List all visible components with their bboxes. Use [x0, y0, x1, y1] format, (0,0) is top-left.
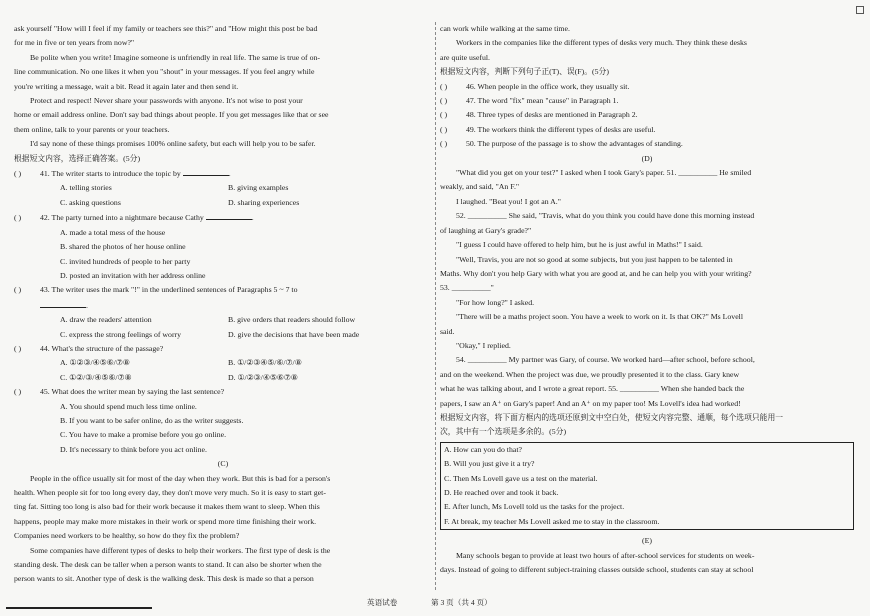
options-box	[440, 442, 854, 530]
text-line: you're writing a message, wait a bit. Read it again later and then send it.	[14, 81, 239, 91]
option-b: B. If you want to be safer online, do as the writer suggests.	[60, 415, 244, 425]
text-line: them online, talk to your parents or your teachers.	[14, 124, 170, 134]
tf-question-47	[440, 94, 854, 108]
question-stem: 47. The word "fix" mean "cause" in Paragraph 1.	[466, 96, 619, 106]
options-row	[14, 196, 432, 210]
box-option-b: B. Will you just give it a try?	[444, 459, 535, 469]
question-41: ( ) 41. The writer starts to introduce the topic by .	[14, 166, 432, 181]
section-heading-d: (D)	[641, 153, 653, 163]
text-line: ask yourself "How will I feel if my family or teachers see this?" and "How might this post be bad	[14, 24, 318, 33]
option-d: D. ①/②③/④⑤⑥⑦⑧	[228, 372, 298, 382]
text-line: happens, people may make more mistakes in their work or spend more time finishing their work.	[14, 516, 317, 526]
left-column	[14, 22, 432, 587]
text-line: line communication. No one likes it when you "shout" in your messages. If you feel angry while	[14, 67, 315, 77]
column-divider	[435, 22, 436, 590]
question-stem: 48. Three types of desks are mentioned in Paragraph 2.	[466, 110, 638, 120]
option-c: C. asking questions	[60, 197, 121, 207]
text-line: can work while walking at the same time.	[440, 24, 570, 33]
answer-blank	[40, 298, 86, 308]
text-line: "What did you get on your test?" I asked when I took Gary's paper. 51. __________ He smiled	[456, 168, 752, 178]
text-line: "For how long?" I asked.	[456, 297, 535, 307]
question-stem: 41. The writer starts to introduce the topic by	[40, 169, 181, 179]
box-option-c: C. Then Ms Lovell gave us a test on the material.	[444, 473, 598, 483]
option-b: B. shared the photos of her house online	[60, 242, 186, 252]
question-stem: 49. The workers think the different types of desks are useful.	[466, 124, 656, 134]
box-option-d: D. He reached over and took it back.	[444, 488, 559, 497]
options-row	[14, 356, 432, 370]
answer-paren[interactable]: ( )	[14, 169, 22, 179]
text-line: 52. __________ She said, "Travis, what do you think you could have done this morning instead	[456, 211, 755, 221]
text-line: 54. __________ My partner was Gary, of course. We worked hard—after school, before school,	[456, 355, 755, 365]
text-line: People in the office usually sit for most of the day when they work. But this is bad for a person's	[30, 473, 331, 483]
tf-question-48	[440, 108, 854, 122]
text-line: 53. __________"	[440, 283, 494, 293]
text-line: Some companies have different types of desks to help their workers. The first type of desk is the	[30, 545, 331, 555]
text-line: home or email address online. Don't say bad things about people. If you get messages like that or see	[14, 110, 329, 120]
instruction: 根据短文内容，判断下列句子正(T)、误(F)。(5分)	[440, 67, 609, 77]
question-45	[14, 385, 432, 399]
box-option-a: A. How can you do that?	[444, 444, 522, 454]
option-a: A. ①②③/④⑤⑥/⑦⑧	[60, 358, 130, 368]
question-stem: 46. When people in the office work, they usually sit.	[466, 81, 630, 91]
options-row	[14, 328, 432, 342]
option-d: D. posted an invitation with her address online	[60, 270, 206, 280]
tf-question-49	[440, 123, 854, 137]
footer-rule	[6, 607, 152, 609]
answer-blank	[206, 210, 252, 220]
answer-paren[interactable]: ( )	[440, 81, 448, 91]
passage-d	[440, 166, 854, 440]
text-line: "Okay," I replied.	[456, 340, 511, 350]
option-c: C. ①②/③/④⑤⑥/⑦⑧	[60, 372, 132, 382]
option-d: D. sharing experiences	[228, 197, 300, 207]
option-c: C. invited hundreds of people to her party	[60, 256, 191, 266]
text-line: "I guess I could have offered to help him, but he is just awful in Maths!" I said.	[456, 240, 703, 250]
corner-mark	[856, 6, 864, 14]
option-b: B. ①/②③④⑤/⑥/⑦/⑧	[228, 358, 302, 368]
answer-paren[interactable]: ( )	[14, 213, 22, 223]
question-43	[14, 283, 432, 297]
text-line: health. When people sit for too long every day, they don't move very much. So it is easy to start get-	[14, 488, 326, 497]
answer-blank	[183, 166, 229, 176]
question-43-blank-line: .	[14, 298, 432, 313]
option-a: A. You should spend much less time online.	[60, 401, 197, 411]
option-d: D. give the decisions that have been made	[228, 329, 360, 339]
option-c: C. express the strong feelings of worry	[60, 329, 182, 339]
answer-paren[interactable]: ( )	[14, 387, 22, 397]
text-line: what he was talking about, and I wrote a great report. 55. __________ When she handed back the	[440, 384, 745, 394]
text-line: standing desk. The desk can be taller when a person wants to stand. It can also be shorter when the	[14, 560, 322, 570]
option-a: A. draw the readers' attention	[60, 315, 152, 325]
text-line: are quite useful.	[440, 52, 491, 62]
answer-paren[interactable]: ( )	[440, 139, 448, 149]
question-stem: 43. The writer uses the mark "!" in the underlined sentences of Paragraphs 5 ~ 7 to	[40, 285, 298, 295]
question-stem: 42. The party turned into a nightmare because Cathy	[40, 213, 204, 223]
options-row	[14, 313, 432, 327]
text-line: I'd say none of these things promises 100% online safety, but each will help you to be safer.	[30, 139, 316, 149]
answer-paren[interactable]: ( )	[440, 110, 448, 120]
text-line: ting fat. Sitting too long is also bad for their work because it makes them want to sleep. When this	[14, 502, 320, 512]
text-line: days. Instead of going to different subject-training classes outside school, students can stay at school	[440, 565, 754, 575]
text-line: Many schools began to provide at least two hours of after-school services for students on week-	[456, 550, 755, 560]
answer-paren[interactable]: ( )	[14, 285, 22, 295]
text-line: 次，其中有一个选项是多余的。(5分)	[440, 427, 567, 437]
text-line: and on the weekend. When the project was due, we proudly presented it to the class. Gary knew	[440, 369, 740, 379]
text-line: papers, I saw an A⁺ on Gary's paper! And an A⁺ on my paper too! Ms Lovell's idea had worked!	[440, 398, 741, 408]
text-line: of laughing at Gary's grade?"	[440, 225, 532, 235]
text-line: Protect and respect! Never share your passwords with anyone. It's not wise to post your	[30, 96, 303, 106]
text-line: for me in five or ten years from now?"	[14, 38, 135, 48]
section-heading-c: (C)	[217, 459, 229, 469]
tf-question-50	[440, 137, 854, 151]
option-b: B. give orders that readers should follow	[228, 315, 356, 325]
option-b: B. giving examples	[228, 183, 289, 193]
right-column	[440, 22, 854, 577]
text-line: "Well, Travis, you are not so good at some subjects, but you just happen to be talented in	[456, 254, 733, 264]
text-line: Workers in the companies like the different types of desks very much. They think these desks	[456, 38, 747, 48]
question-stem: 50. The purpose of the passage is to show the advantages of standing.	[466, 139, 683, 149]
tf-question-46	[440, 80, 854, 94]
section-heading-e: (E)	[642, 536, 652, 546]
text-line: Maths. Why don't you help Gary with what you are good at, and he can help you with your writing?	[440, 268, 752, 278]
options-row	[14, 371, 432, 385]
question-stem: 44. What's the structure of the passage?	[40, 343, 164, 353]
option-c: C. You have to make a promise before you go online.	[60, 430, 227, 440]
text-line: weakly, and said, "An F."	[440, 182, 520, 192]
text-line: 根据短文内容，将下面方框内的选项还原到文中空白处，使短文内容完整、通顺，每个选项只能用一	[440, 412, 784, 422]
option-a: A. made a total mess of the house	[60, 227, 166, 237]
answer-paren[interactable]: ( )	[440, 124, 448, 134]
text-line: "There will be a maths project soon. You have a week to work on it. Is that OK?" Ms Lovell	[456, 312, 743, 322]
box-option-e: E. After lunch, Ms Lovell told us the tasks for the project.	[444, 502, 625, 512]
box-option-f: F. At break, my teacher Ms Lovell asked me to stay in the classroom.	[444, 516, 660, 526]
footer-subject: 英语试卷	[367, 598, 398, 607]
question-44	[14, 342, 432, 356]
text-line: Be polite when you write! Imagine someone is unfriendly in real life. The same is true of on-	[30, 52, 320, 62]
option-d: D. It's necessary to think before you act online.	[60, 444, 207, 454]
option-a: A. telling stories	[60, 183, 112, 193]
question-stem: 45. What does the writer mean by saying the last sentence?	[40, 387, 225, 397]
answer-paren[interactable]: ( )	[440, 96, 448, 106]
text-line: person wants to sit. Another type of desk is the walking desk. This desk is made so that a person	[14, 574, 314, 584]
question-42: ( ) 42. The party turned into a nightmare because Cathy .	[14, 210, 432, 225]
text-line: Companies need workers to be healthy, so how do they fix the problem?	[14, 531, 240, 541]
instruction: 根据短文内容，选择正确答案。(5分)	[14, 153, 141, 163]
footer-page-number: 第 3 页（共 4 页）	[431, 598, 492, 607]
options-row	[14, 181, 432, 195]
text-line: I laughed. "Beat you! I got an A."	[456, 196, 561, 206]
text-line: said.	[440, 326, 455, 336]
answer-paren[interactable]: ( )	[14, 343, 22, 353]
